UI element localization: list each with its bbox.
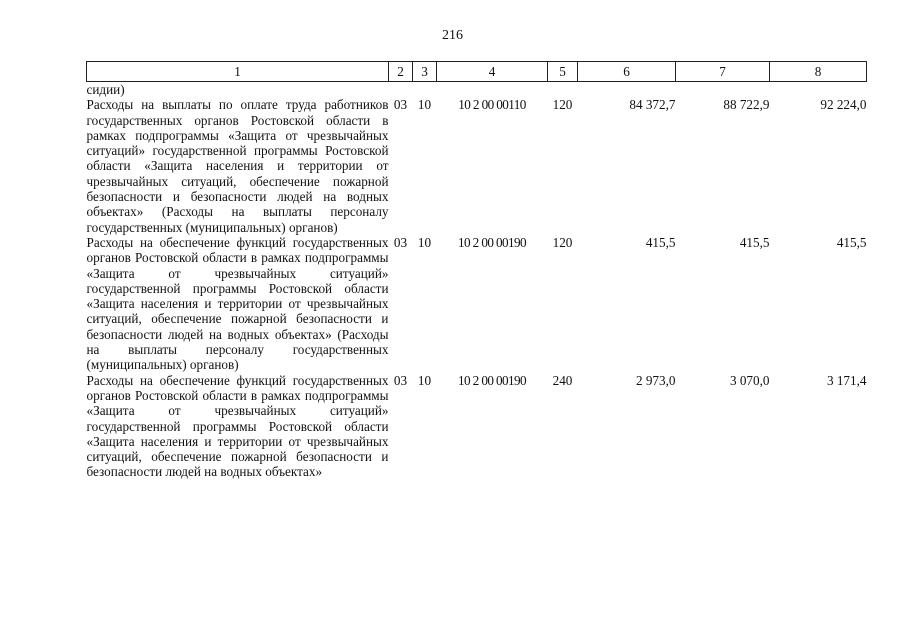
table-body xyxy=(87,82,867,480)
row-expense-type: 240 xyxy=(552,372,573,388)
header-col-2: 2 xyxy=(389,62,413,82)
table-header xyxy=(87,62,867,82)
table-row xyxy=(87,235,867,373)
row-description: Расходы на обеспечение функций государственных органов Ростовской области в рамках подпрограммы «Защита от чрезвычайных ситуаций» государственной программы Ростовской области «Защита населения и территории от чрезвычайных ситуаций, обеспечение пожарной безопасности и безопасности людей на водных объектах» (Расходы на выплаты персоналу государственных (муниципальных) органов) xyxy=(86,234,389,373)
table-row-continuation xyxy=(87,82,867,98)
header-col-1: 1 xyxy=(87,62,389,82)
header-col-3: 3 xyxy=(413,62,437,82)
row-description: Расходы на обеспечение функций государственных органов Ростовской области в рамках подпрограммы «Защита от чрезвычайных ситуаций» государственной программы Ростовской области «Защита населения и территории от чрезвычайных ситуаций, обеспечение пожарной безопасности и безопасности людей на водных объектах» xyxy=(86,372,389,480)
row-expense-type: 120 xyxy=(552,234,573,250)
row-amount-year-3: 415,5 xyxy=(836,234,867,250)
row-amount-year-2: 88 722,9 xyxy=(723,97,770,113)
table-row xyxy=(87,97,867,235)
header-col-4: 4 xyxy=(437,62,548,82)
budget-table xyxy=(86,61,867,480)
row-amount-year-3: 3 171,4 xyxy=(826,372,867,388)
row-target-article: 10 2 00 00190 xyxy=(457,234,527,250)
table-row xyxy=(87,373,867,480)
header-col-5: 5 xyxy=(548,62,578,82)
row-amount-year-2: 415,5 xyxy=(739,234,770,250)
header-col-6: 6 xyxy=(578,62,676,82)
header-col-7: 7 xyxy=(676,62,770,82)
row-amount-year-1: 84 372,7 xyxy=(629,97,676,113)
row-target-article: 10 2 00 00190 xyxy=(457,372,527,388)
row-section-code: 03 xyxy=(393,97,408,113)
row-amount-year-1: 415,5 xyxy=(645,234,676,250)
page-number: 216 xyxy=(442,28,463,43)
header-col-8: 8 xyxy=(770,62,867,82)
row-expense-type: 120 xyxy=(552,97,573,113)
row-amount-year-3: 92 224,0 xyxy=(820,97,867,113)
row-section-code: 03 xyxy=(393,234,408,250)
row-amount-year-2: 3 070,0 xyxy=(729,372,770,388)
row-amount-year-1: 2 973,0 xyxy=(635,372,676,388)
row-description: Расходы на выплаты по оплате труда работников государственных органов Ростовской области в рамках подпрограммы «Защита от чрезвычайных ситуаций» государственной программы Ростовской области «Защита населения и территории от чрезвычайных ситуаций, обеспечение пожарной безопасности и безопасности людей на водных объектах» (Расходы на выплаты персоналу государственных (муниципальных) органов) xyxy=(86,97,389,235)
row-section-code: 03 xyxy=(393,372,408,388)
row-subsection-code: 10 xyxy=(417,97,432,113)
continuation-text: сидии) xyxy=(86,82,125,97)
row-subsection-code: 10 xyxy=(417,234,432,250)
row-target-article: 10 2 00 00110 xyxy=(458,97,526,113)
row-subsection-code: 10 xyxy=(417,372,432,388)
